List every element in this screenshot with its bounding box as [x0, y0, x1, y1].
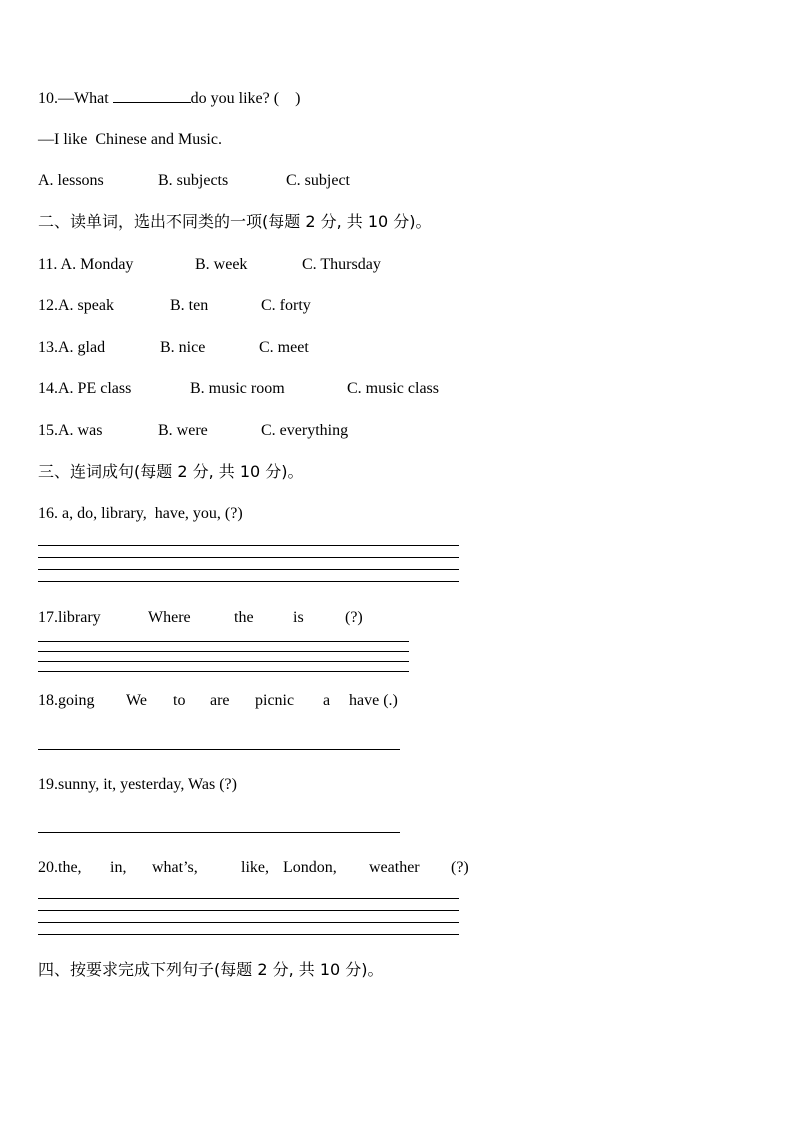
q14-option-a: 14.A. PE class	[38, 380, 132, 397]
q20-word: weather	[369, 859, 420, 876]
q11-option-b[interactable]: B. week	[195, 256, 248, 273]
q11-option-a: 11. A. Monday	[38, 256, 134, 273]
q12-row	[38, 296, 311, 316]
q10-number: 10.	[38, 90, 58, 107]
q20-word: in,	[110, 859, 127, 876]
q20-word: (?)	[451, 859, 469, 876]
q16-prompt: 16. a, do, library, have, you, (?)	[38, 505, 243, 522]
q20-answer-line[interactable]	[38, 898, 459, 899]
q12-option-a: 12.A. speak	[38, 297, 114, 314]
q17-word: the	[234, 609, 254, 626]
q10-options	[38, 171, 350, 191]
q16-answer-line[interactable]	[38, 557, 459, 558]
q10-option-c[interactable]: C. subject	[286, 172, 350, 189]
q20-word: London,	[283, 859, 337, 876]
q18-answer-line[interactable]	[38, 749, 400, 750]
q20-prompt	[38, 858, 469, 878]
q18-word: a	[323, 692, 331, 709]
section3-title: 三、连词成句(每题 2 分, 共 10 分)。	[38, 462, 304, 481]
q18-word: picnic	[255, 692, 295, 709]
section4-title: 四、按要求完成下列句子(每题 2 分, 共 10 分)。	[38, 960, 384, 979]
q17-word: (?)	[345, 609, 363, 626]
q17-answer-line[interactable]	[38, 641, 409, 642]
q16-answer-line[interactable]	[38, 569, 459, 570]
q12-option-b[interactable]: B. ten	[170, 297, 209, 314]
q17-word: Where	[148, 609, 191, 626]
q17-answer-line[interactable]	[38, 651, 409, 652]
q20-word: what’s,	[152, 859, 198, 876]
q10-option-b[interactable]: B. subjects	[158, 172, 229, 189]
q13-option-a: 13.A. glad	[38, 339, 106, 356]
q14-option-b[interactable]: B. music room	[190, 380, 285, 397]
q20-answer-line[interactable]	[38, 934, 459, 935]
section2-title: 二、读单词，选出不同类的一项(每题 2 分, 共 10 分)。	[38, 212, 432, 231]
q17-word: is	[293, 609, 304, 626]
q10-blank[interactable]	[113, 88, 191, 103]
q11-option-c[interactable]: C. Thursday	[302, 256, 381, 273]
q20-answer-line[interactable]	[38, 910, 459, 911]
q15-option-b[interactable]: B. were	[158, 422, 208, 439]
q15-row	[38, 421, 348, 441]
q17-answer-line[interactable]	[38, 671, 409, 672]
q15-option-a: 15.A. was	[38, 422, 103, 439]
q18-word: We	[126, 692, 147, 709]
q17-answer-line[interactable]	[38, 661, 409, 662]
q16-answer-line[interactable]	[38, 581, 459, 582]
q14-option-c[interactable]: C. music class	[347, 380, 439, 397]
q10-option-a[interactable]: A. lessons	[38, 172, 104, 189]
q20-word: 20.the,	[38, 859, 82, 876]
q19-prompt: 19.sunny, it, yesterday, Was (?)	[38, 776, 237, 793]
q18-word: have (.)	[349, 692, 398, 709]
q18-word: are	[210, 692, 230, 709]
q16-answer-line[interactable]	[38, 545, 459, 546]
q19-answer-line[interactable]	[38, 832, 400, 833]
q20-word: like,	[241, 859, 269, 876]
q11-row	[38, 255, 381, 275]
q10-prompt: 10.—What do you like? ( )	[38, 90, 301, 107]
q14-row	[38, 379, 439, 399]
q13-option-b[interactable]: B. nice	[160, 339, 206, 356]
q13-option-c[interactable]: C. meet	[259, 339, 309, 356]
q18-word: to	[173, 692, 186, 709]
q17-word: 17.library	[38, 609, 101, 626]
q10-reply: —I like Chinese and Music.	[38, 131, 222, 148]
q12-option-c[interactable]: C. forty	[261, 297, 311, 314]
q18-prompt	[38, 691, 398, 711]
q18-word: 18.going	[38, 692, 95, 709]
q17-prompt	[38, 608, 363, 628]
q13-row	[38, 338, 309, 358]
q20-answer-line[interactable]	[38, 922, 459, 923]
q15-option-c[interactable]: C. everything	[261, 422, 349, 439]
